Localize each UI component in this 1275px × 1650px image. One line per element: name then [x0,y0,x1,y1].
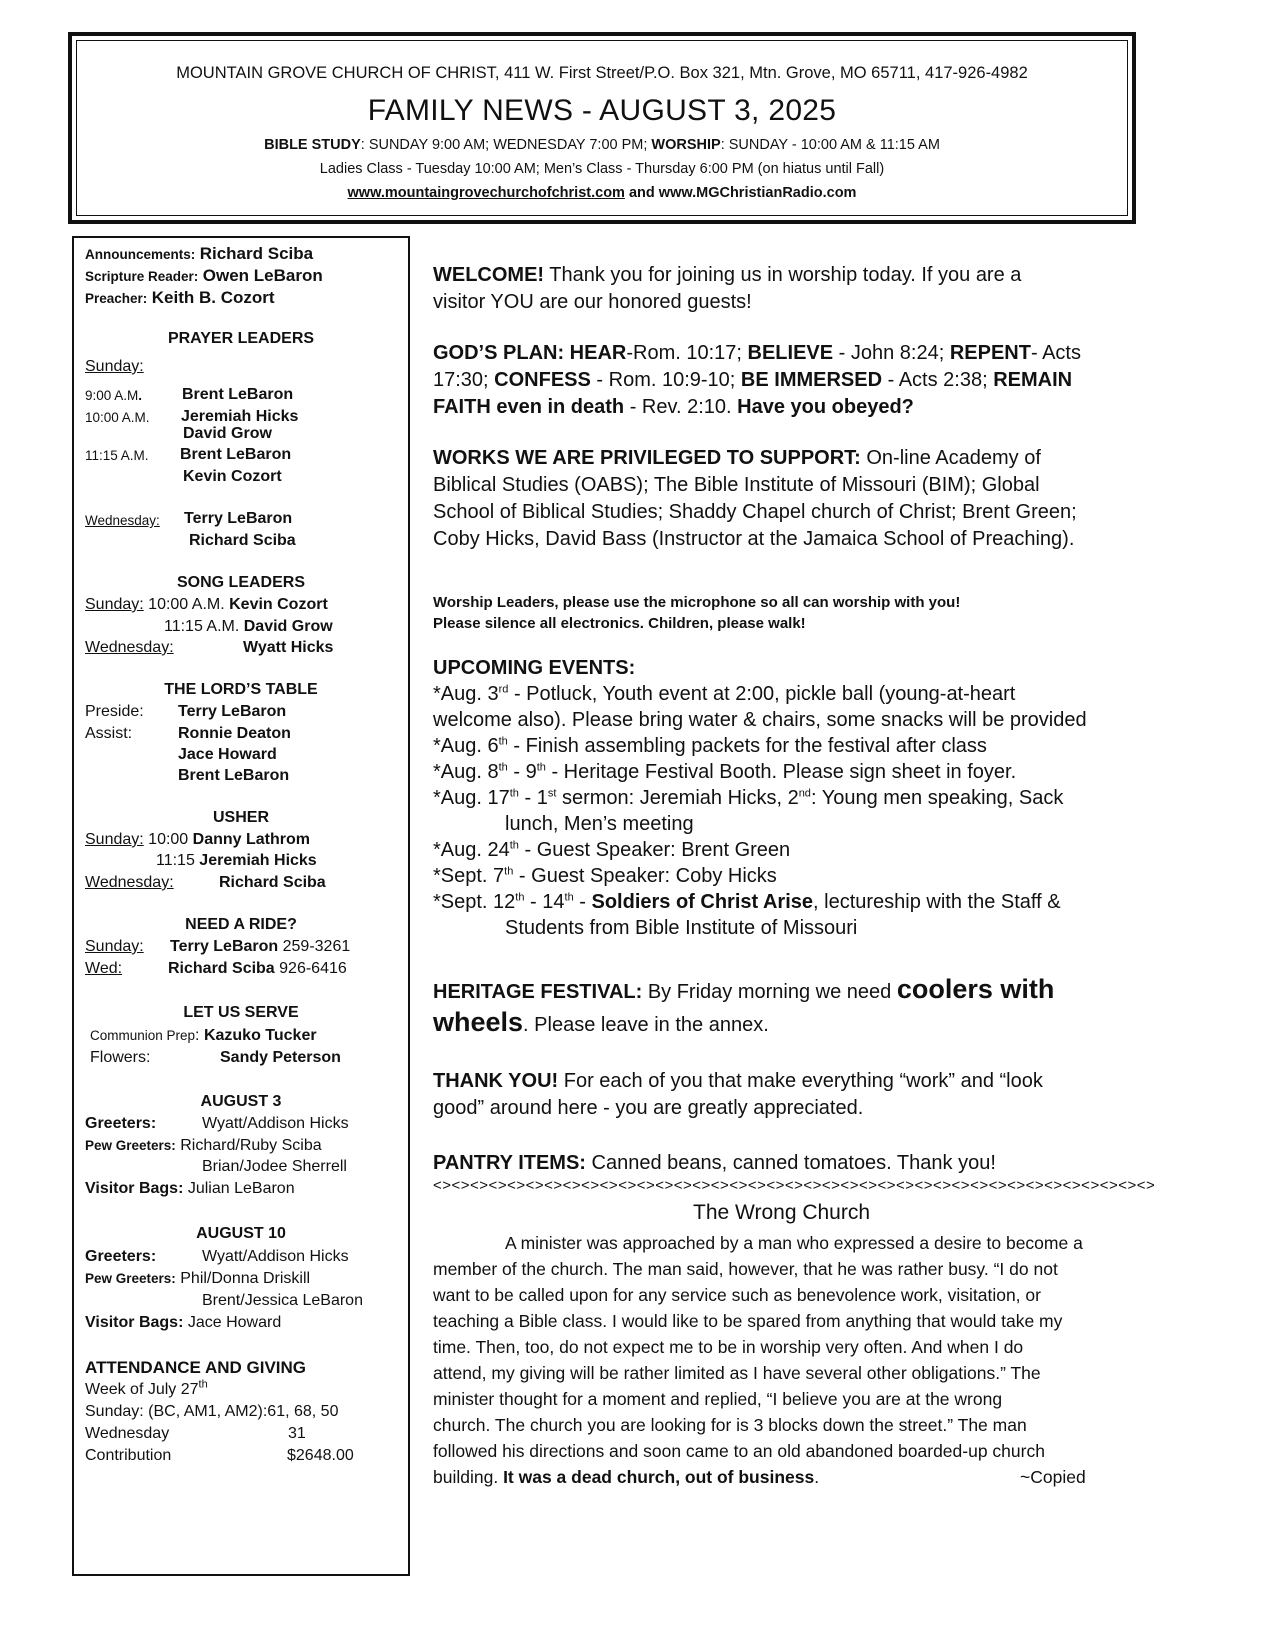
aug10-bags: Jace Howard [183,1314,282,1331]
aug3-greeters: Wyatt/Addison Hicks [202,1115,349,1132]
usher-sunday-line [85,831,310,849]
event-sept-14-sup: th [564,891,574,904]
attendance-week-text: Week of July 27 [85,1381,199,1398]
bible-study-label: BIBLE STUDY [264,137,361,153]
prayer-time-9-text: 9:00 A.M [85,388,139,403]
plan-faith: FAITH even in death [433,396,625,418]
event-aug-9-sup: th [536,761,546,774]
prayer-leader-1115a: Brent LeBaron [180,446,292,463]
assist-label: Assist: [85,725,133,742]
schedule-line [72,137,1132,153]
ride-sunday-contact [170,938,350,956]
plan-confess-ref: - Rom. 10:9-10; [590,369,741,391]
prayer-leaders-heading: PRAYER LEADERS [167,330,315,347]
aug3-bags-label: Visitor Bags: [85,1180,184,1197]
story-line: minister thought for a moment and replied, “I believe you are at the wrong [433,1389,1003,1409]
preacher-line [85,288,275,308]
event-sept-12-title: Soldiers of Christ Arise [591,891,814,913]
page-title: FAMILY NEWS - AUGUST 3, 2025 [367,94,837,127]
worship-times: : SUNDAY - 10:00 AM & 11:15 AM [720,137,940,153]
communion-prep-colon: : [195,1027,204,1044]
works-line-1 [433,445,1041,472]
story-line: A minister was approached by a man who expressed a desire to become a [505,1233,1083,1253]
announcements-label: Announcements: [85,247,196,262]
masthead [68,32,1136,224]
heritage-line-2 [433,1009,769,1039]
song-time-1115: 11:15 A.M. [164,618,244,635]
prayer-leader-9: Brent LeBaron [182,386,294,403]
heritage-label: HERITAGE FESTIVAL: [433,981,643,1003]
event-sept-12-cont: Students from Bible Institute of Missouri [505,917,858,939]
plan-remain: REMAIN [993,369,1073,391]
aug10-pew-label: Pew Greeters: [85,1271,176,1286]
announcements-name: Richard Sciba [199,244,314,263]
bible-study-times: : SUNDAY 9:00 AM; WEDNESDAY 7:00 PM; [360,137,652,153]
welcome-label: WELCOME! [433,264,545,286]
usher-time-10: 10:00 [143,831,193,848]
event-sept-7-date: *Sept. 7 [433,865,505,887]
event-aug-17 [433,785,1063,812]
event-aug-24-sup: th [509,839,519,852]
event-aug-17-sup: th [509,787,519,800]
song-leader-10: Kevin Cozort [229,596,328,613]
event-aug-24 [433,837,790,864]
lords-table-heading: THE LORD’S TABLE [164,681,318,698]
scripture-reader-name: Owen LeBaron [202,266,323,285]
sidebar-panel [72,236,410,1576]
aug10-pew-line [85,1270,310,1288]
aug3-bags-line [85,1180,295,1198]
works-line-4: Coby Hicks, David Bass (Instructor at the Jamaica School of Preaching). [433,528,1075,550]
event-aug-17-first-sup: st [547,787,557,800]
song-wednesday-label: Wednesday: [85,639,174,656]
church-address: MOUNTAIN GROVE CHURCH OF CHRIST, 411 W. First Street/P.O. Box 321, Mtn. Grove, MO 65711, 417-926-4982 [176,64,1028,82]
let-us-serve-heading: LET US SERVE [183,1004,299,1021]
event-aug-17-first: - 1 [518,787,548,809]
event-aug-8-text: - Heritage Festival Booth. Please sign sheet in foyer. [545,761,1017,783]
usher-name-1115: Jeremiah Hicks [199,852,317,869]
plan-repent-ref-2: 17:30; [433,369,495,391]
usher-time-1115: 11:15 [156,852,200,869]
story-line: want to be called upon for any service such as benevolence work, visitation, or [433,1285,1041,1305]
plan-line-2 [433,367,1072,394]
heritage-line-1 [433,976,1054,1006]
attendance-wednesday-value: 31 [288,1425,306,1442]
assist-name-3: Brent LeBaron [178,767,290,784]
aug3-bags: Julian LeBaron [183,1180,295,1197]
song-sunday-line [85,596,328,614]
event-aug-3-text: - Potluck, Youth event at 2:00, pickle ball (young-at-heart [508,683,1016,705]
prayer-leader-wed-b: Richard Sciba [189,532,296,549]
story-last-a: building. [433,1467,504,1487]
plan-hear: GOD’S PLAN: HEAR [433,342,627,364]
works-label: WORKS WE ARE PRIVILEGED TO SUPPORT: [433,447,861,469]
aug3-pew-line [85,1137,322,1155]
classes-line: Ladies Class - Tuesday 10:00 AM; Men’s Class - Thursday 6:00 PM (on hiatus until Fall) [319,161,885,177]
story-line: followed his directions and soon came to an old abandoned boarded-up church [433,1441,1045,1461]
event-aug-6-sup: th [498,735,508,748]
plan-line-1 [433,340,1081,367]
heritage-wheels: wheels [433,1007,524,1037]
prayer-leader-wed-a: Terry LeBaron [184,510,293,527]
attendance-sunday: Sunday: (BC, AM1, AM2):61, 68, 50 [85,1403,339,1420]
ride-wed-phone: 926-6416 [274,960,347,977]
preside-label: Preside: [85,703,144,720]
event-aug-17-second-sup: nd [798,787,811,800]
radio-website-link[interactable]: www.MGChristianRadio.com [658,185,857,201]
prayer-time-9 [85,388,142,403]
contribution-value: $2648.00 [287,1447,354,1464]
event-aug-8-date: *Aug. 8 [433,761,499,783]
ride-sunday-label: Sunday: [85,938,144,955]
usher-1115-line [156,852,317,870]
welcome-line-2: visitor YOU are our honored guests! [433,291,752,313]
thanks-line-2: good” around here - you are greatly appreciated. [433,1097,864,1119]
heritage-coolers: coolers with [896,974,1055,1004]
august-3-heading: AUGUST 3 [200,1093,282,1110]
plan-question: Have you obeyed? [737,396,914,418]
ride-wed-name: Richard Sciba [168,960,275,977]
event-aug-17-text: : Young men speaking, Sack [810,787,1064,809]
song-time-10: 10:00 A.M. [143,596,230,613]
event-aug-8-sup: th [498,761,508,774]
event-sept-7-text: - Guest Speaker: Coby Hicks [513,865,777,887]
websites-line [72,185,1132,201]
story-line: member of the church. The man said, however, that he was rather busy. “I do not [433,1259,1058,1279]
announcements-line [85,244,313,264]
preacher-name: Keith B. Cozort [151,288,275,307]
welcome-line-1 [433,262,1021,289]
flowers-name: Sandy Peterson [220,1049,341,1066]
plan-immersed: BE IMMERSED [740,369,883,391]
aug10-bags-line [85,1314,281,1332]
ride-wed-label: Wed: [85,960,123,977]
story-last-c: . [814,1467,820,1487]
event-aug-6-date: *Aug. 6 [433,735,499,757]
event-sept-7 [433,863,777,890]
story-line: time. Then, too, do not expect me to be in worship very often. And when I do [433,1337,1024,1357]
aug10-greeters: Wyatt/Addison Hicks [202,1248,349,1265]
worship-label: WORSHIP [651,137,721,153]
story-line: attend, my giving will be rather limited as I have several other obligations.” The [433,1363,1041,1383]
event-aug-17-cont: lunch, Men’s meeting [505,813,694,835]
pantry-label: PANTRY ITEMS: [433,1152,586,1174]
plan-believe: BELIEVE [747,342,834,364]
communion-prep-line [90,1027,317,1045]
aug3-greeters-label: Greeters: [85,1115,157,1132]
plan-confess: CONFESS [494,369,591,391]
song-leader-wed: Wyatt Hicks [243,639,334,656]
aug10-bags-label: Visitor Bags: [85,1314,184,1331]
event-sept-12-sup: th [515,891,525,904]
usher-wednesday-label: Wednesday: [85,874,174,891]
event-aug-24-date: *Aug. 24 [433,839,510,861]
aug3-pew-label: Pew Greeters: [85,1138,176,1153]
story-line: teaching a Bible class. I would like to be spared from anything that would take my [433,1311,1063,1331]
event-aug-3-date: *Aug. 3 [433,683,499,705]
plan-faith-ref: - Rev. 2:10. [624,396,738,418]
attendance-wednesday-label: Wednesday [85,1425,170,1442]
prayer-leader-1115b: Kevin Cozort [183,468,282,485]
assist-name-1: Ronnie Deaton [178,725,291,742]
story-credit: ~Copied [1020,1467,1086,1487]
attendance-week-sup: th [198,1378,208,1391]
section-divider: <><><><><><><><><><><><><><><><><><><><><><><><><><><><><><><><><><><><><><><> [433,1177,1156,1194]
plan-repent: REPENT [949,342,1031,364]
story-punchline: It was a dead church, out of business [503,1467,815,1487]
song-leader-1115: David Grow [243,618,333,635]
aug10-greeters-label: Greeters: [85,1248,157,1265]
ride-sunday-name: Terry LeBaron [170,938,279,955]
works-text-1: On-line Academy of [860,447,1041,469]
prayer-time-1115: 11:15 A.M. [85,448,149,463]
need-a-ride-heading: NEED A RIDE? [185,916,297,933]
pantry-text: Canned beans, canned tomatoes. Thank you! [585,1152,996,1174]
usher-name-10: Danny Lathrom [192,831,310,848]
thanks-label: THANK YOU! [433,1070,559,1092]
usher-sunday-label: Sunday: [85,831,144,848]
event-aug-17-date: *Aug. 17 [433,787,510,809]
song-1115-line [164,618,333,636]
event-aug-3-cont: welcome also). Please bring water & chairs, some snacks will be provided [433,709,1087,731]
event-aug-3-sup: rd [498,683,509,696]
event-sept-12-to: - 14 [524,891,565,913]
notice-line-1: Worship Leaders, please use the microphone so all can worship with you! [433,594,961,611]
plan-immersed-ref: - Acts 2:38; [882,369,994,391]
aug10-pew-2: Brent/Jessica LeBaron [202,1292,363,1309]
thanks-line-1 [433,1068,1043,1095]
welcome-text-1: Thank you for joining us in worship today. If you are a [544,264,1022,286]
works-line-2: Biblical Studies (OABS); The Bible Institute of Missouri (BIM); Global [433,474,1040,496]
event-sept-12-dash: - [573,891,592,913]
event-aug-8-to: - 9 [507,761,537,783]
preacher-label: Preacher: [85,291,148,306]
aug10-pew-1: Phil/Donna Driskill [175,1270,311,1287]
scripture-reader-line [85,266,323,286]
church-website-link[interactable]: www.mountaingrovechurchofchrist.com [347,185,625,201]
story-line: church. The church you are looking for is 3 blocks down the street.” The man [433,1415,1027,1435]
prayer-leader-10a: Jeremiah Hicks [181,408,299,425]
song-leaders-heading: SONG LEADERS [176,574,305,591]
plan-repent-ref: - Acts [1030,342,1081,364]
attendance-heading: ATTENDANCE AND GIVING [85,1358,306,1377]
event-aug-24-text: - Guest Speaker: Brent Green [518,839,791,861]
flowers-label: Flowers: [90,1049,151,1066]
event-aug-3 [433,681,1015,708]
ride-wed-contact [168,960,347,978]
usher-heading: USHER [212,809,269,826]
plan-hear-ref: -Rom. 10:17; [626,342,748,364]
communion-prep-name: Kazuko Tucker [203,1027,317,1044]
prayer-time-9-dot: . [138,388,143,403]
websites-and: and [624,185,659,201]
prayer-wednesday-label: Wednesday: [85,513,160,528]
event-aug-6 [433,733,987,760]
notice-line-2: Please silence all electronics. Children, please walk! [433,615,806,632]
preside-name: Terry LeBaron [178,703,287,720]
heritage-text-2: . Please leave in the annex. [523,1014,769,1036]
plan-line-3 [433,394,914,421]
story-title: The Wrong Church [693,1201,871,1224]
event-sept-12-date: *Sept. 12 [433,891,516,913]
song-sunday-label: Sunday: [85,596,144,613]
ride-sunday-phone: 259-3261 [278,938,351,955]
usher-name-wed: Richard Sciba [219,874,326,891]
events-heading: UPCOMING EVENTS: [433,657,636,679]
attendance-week [85,1378,208,1399]
event-sept-12-text: , lectureship with the Staff & [813,891,1061,913]
event-sept-12 [433,889,1061,916]
aug3-pew-1: Richard/Ruby Sciba [175,1137,322,1154]
aug3-pew-2: Brian/Jodee Sherrell [202,1158,347,1175]
heritage-text-1: By Friday morning we need [642,981,897,1003]
event-sept-7-sup: th [504,865,514,878]
plan-believe-ref: - John 8:24; [833,342,950,364]
event-aug-6-text: - Finish assembling packets for the festival after class [507,735,987,757]
august-10-heading: AUGUST 10 [196,1225,286,1242]
event-aug-17-sermon: sermon: Jeremiah Hicks, 2 [556,787,799,809]
works-line-3: School of Biblical Studies; Shaddy Chapel church of Christ; Brent Green; [433,501,1077,523]
thanks-text-1: For each of you that make everything “work” and “look [558,1070,1043,1092]
prayer-time-10: 10:00 A.M. [85,410,150,425]
prayer-sunday-label: Sunday: [85,358,144,375]
prayer-leader-10b: David Grow [183,425,272,442]
assist-name-2: Jace Howard [178,746,277,763]
communion-prep-label: Communion Prep [90,1028,196,1043]
story-last-line [433,1464,819,1490]
event-aug-8 [433,759,1016,786]
contribution-label: Contribution [85,1447,172,1464]
scripture-reader-label: Scripture Reader: [85,269,199,284]
